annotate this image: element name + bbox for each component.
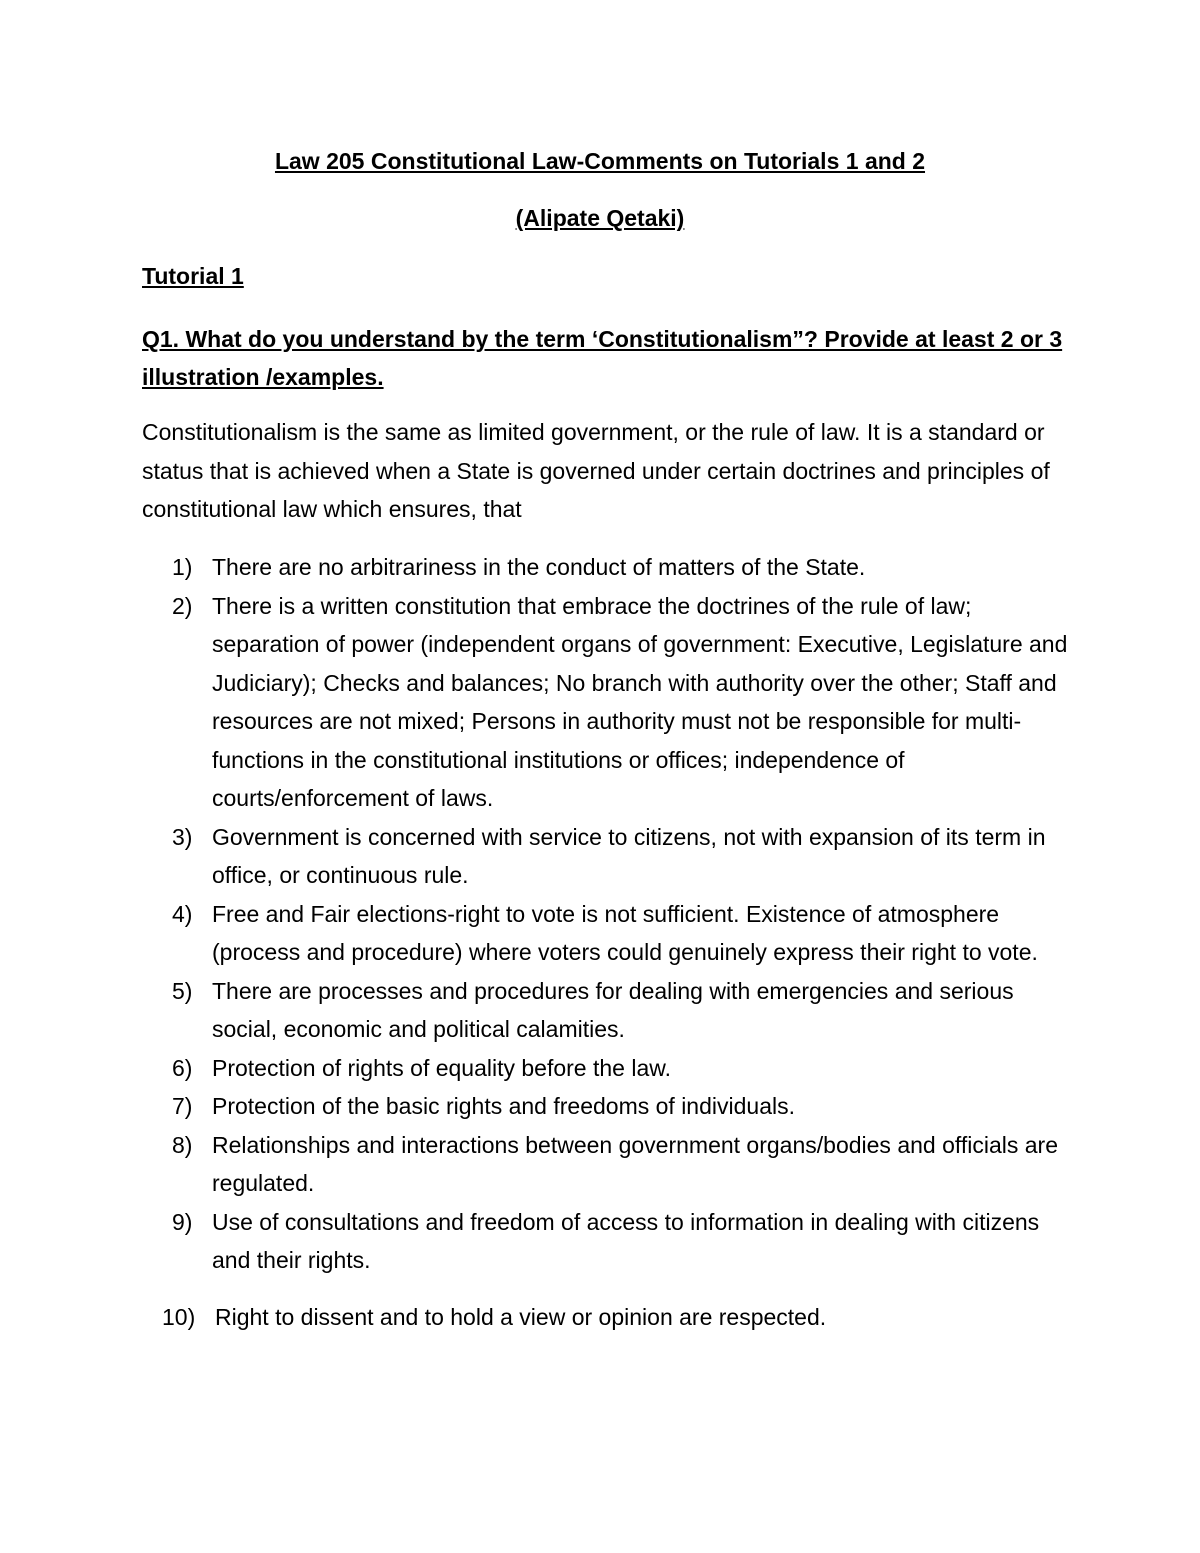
- list-item-number: 5): [172, 977, 193, 1004]
- list-item-text: Use of consultations and freedom of access to information in dealing with citizens and their rights.: [212, 1208, 1040, 1273]
- list-item-number: 4): [172, 900, 193, 927]
- list-item: [142, 548, 1072, 587]
- list-item-text: There is a written constitution that embrace the doctrines of the rule of law; separation of power (independent organs of government: Executive, Legislature and Judiciary); Checks and balances; No branch with authority over the other; Staff and resources are not mixed; Persons in authority must not be responsible for multi-functions in the constitutional institutions or offices; independence of courts/enforcement of laws.: [212, 592, 1068, 811]
- list-item: [142, 972, 1072, 1049]
- list-item-text: There are processes and procedures for dealing with emergencies and serious social, economic and political calamities.: [212, 977, 1014, 1042]
- document-title: Law 205 Constitutional Law-Comments on Tutorials 1 and 2: [274, 148, 926, 174]
- list-item: [142, 587, 1072, 818]
- list-item: [142, 1203, 1072, 1280]
- list-item: [142, 1126, 1072, 1203]
- list-item: [142, 1298, 1072, 1337]
- list-item-text: Protection of rights of equality before the law.: [212, 1054, 671, 1081]
- list-item-text: Government is concerned with service to citizens, not with expansion of its term in office, or continuous rule.: [212, 823, 1046, 888]
- list-item-number: 3): [172, 823, 193, 850]
- list-item-text: Right to dissent and to hold a view or opinion are respected.: [215, 1303, 827, 1330]
- tutorial-heading: Tutorial 1: [142, 263, 244, 289]
- list-item: [142, 1049, 1072, 1088]
- list-item-text: Relationships and interactions between government organs/bodies and officials are regulated.: [212, 1131, 1058, 1196]
- intro-paragraph: Constitutionalism is the same as limited government, or the rule of law. It is a standard or status that is achieved when a State is governed under certain doctrines and principles of constitutional law which ensures, that: [142, 419, 1050, 522]
- list-item-number: 7): [172, 1093, 193, 1119]
- list-item: [142, 818, 1072, 895]
- list-item-text: Protection of the basic rights and freedoms of individuals.: [212, 1093, 795, 1119]
- list-item-number: 6): [172, 1054, 193, 1081]
- list-item-number: 10): [162, 1303, 196, 1330]
- list-item-number: 2): [172, 592, 193, 619]
- list-item: [142, 1087, 1072, 1126]
- document-author: (Alipate Qetaki): [515, 205, 685, 231]
- list-item-text: There are no arbitrariness in the conduct of matters of the State.: [212, 554, 866, 580]
- list-item-number: 9): [172, 1208, 193, 1235]
- list-item-text: Free and Fair elections-right to vote is not sufficient. Existence of atmosphere (process and procedure) where voters could genuinely express their right to vote.: [212, 900, 1038, 965]
- principles-list: [142, 548, 1072, 1336]
- question-heading: Q1. What do you understand by the term ‘Constitutionalism”? Provide at least 2 or 3 illustration /examples.: [142, 326, 1063, 390]
- list-item-number: 1): [172, 554, 193, 580]
- list-item: [142, 895, 1072, 972]
- list-item-number: 8): [172, 1131, 193, 1158]
